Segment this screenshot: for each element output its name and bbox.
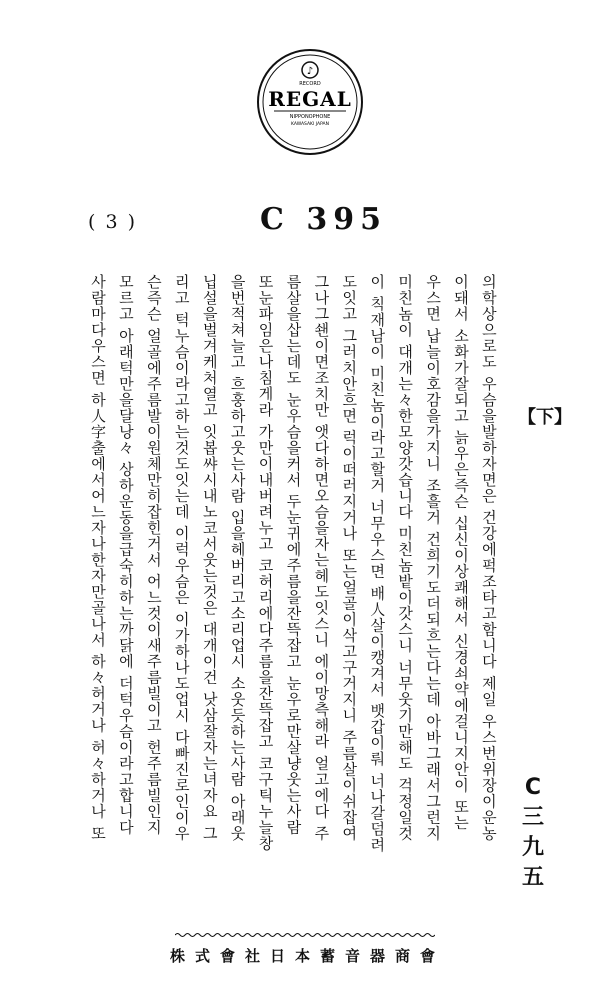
lyrics-column: 이돼서 소화가잘되고 늙우은즉슨 십신이상쾌해서 신경쇠약에걸니지안이 또는 [451, 274, 470, 831]
lyrics-column: 닙설을벌겨케처열고 잇봅쌰시내노코서웃는것은 대개이건 낫삼잘자는녀자요 그 [200, 274, 219, 842]
side-catalog-char: 五 [521, 865, 544, 890]
lyrics-column: 름살을삽는데도 눈우슴을커서 두눈귀에주름을잔뜩잡고 눈우로만살냥웃는사람 [284, 274, 303, 836]
lyrics-column: 또눈파임은나침게라 가만이내버려누고 코허리에다주름을잔뜩잡고 코구틱누늘창 [256, 274, 275, 852]
side-catalog-char: C [524, 775, 542, 800]
lyrics-column: 사람마다우스면 하人字출에서어느자나한자만골나서 하々허거나 허々하거나 또 [89, 274, 107, 842]
lyrics-body [86, 274, 500, 929]
publisher-footer: 株式會社日本蓄音器商會 [169, 947, 445, 965]
side-catalog-char: 三 [521, 805, 544, 830]
label-location: KAWASAKI JAPAN [291, 122, 329, 127]
regal-label-logo [256, 48, 364, 156]
svg-text:♪: ♪ [306, 66, 314, 77]
lyrics-column: 의학상으로도 우슴을발하자면은 건강에퍽조타고함니다 제일 우스번위장이운농 [479, 274, 498, 842]
side-catalog-char: 九 [521, 835, 544, 860]
label-brand: REGAL [268, 87, 352, 111]
lyrics-column: 슨즉슨 얼골에주름발이원체만히잡힌거서 어느것이새주름빌이고 헌주름빌인지 [144, 274, 163, 836]
page-number: ( 3 ) [88, 211, 137, 233]
lyrics-column: 도잇고 그러치안흐면 럭이떠러지거나 또는얼골이삭고구거지니 주름살이쉬잡여 [340, 274, 359, 842]
lyrics-column: 우스면 납늘이호감을가지니 조흘거 건희기도더되흐는다는데 아바그래서그런지 [424, 274, 443, 842]
wavy-divider [175, 932, 435, 938]
lyrics-column: 리고 턱누슴이라고하는것도잇는데 이럭우슴은 이가하나도업시 다빠진로인이우 [172, 274, 191, 842]
side-catalog-vertical [518, 773, 548, 893]
lyrics-column: 이 칙재남이 미친놈이라고할거 너무우스면 배人살이캥겨서 뱃갑이뤄 너나갈덤려 [368, 274, 387, 853]
lyrics-column: 미친놈이 대개는々한모양갓습니다 미친놈밭이갓스니 너무웃기만해도 걱정일것 [396, 274, 415, 842]
label-bottomline: NIPPONOPHONE [289, 114, 331, 120]
lyrics-column: 그나그쇈이면조치만 앳다하면오슴을자는헤도잇스니 에이망측해라 얼고에다 주 [312, 274, 331, 842]
lyrics-column: 모르고 아래턱만을달낭々 상하운동을급숙히하는까닭에 더턱우슴이라고합니다 [116, 274, 135, 836]
catalog-number: C 395 [260, 202, 387, 237]
side-part-label: 【下】 [518, 407, 572, 428]
lyrics-column: 을번적쳐늘고 흐훙하고웃는사람 입을헤버리고소리업시 소웃듯하는사람 아래웃 [228, 274, 247, 842]
label-topline: RECORD [299, 81, 321, 87]
